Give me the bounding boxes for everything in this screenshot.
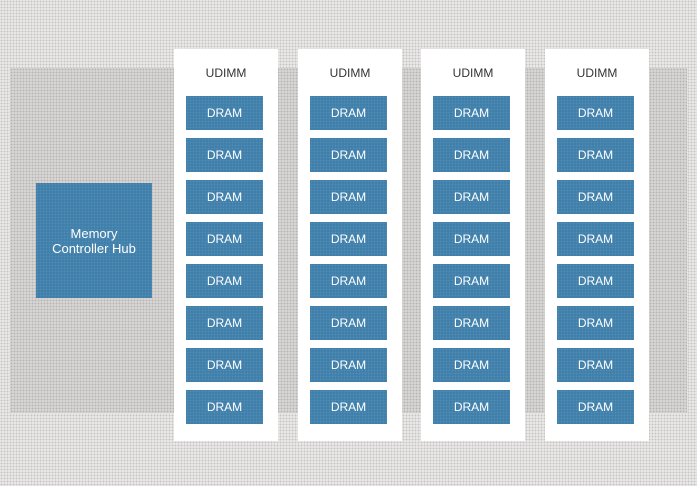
udimm-module <box>421 49 525 441</box>
dram-chip-label: DRAM <box>577 190 614 204</box>
dram-chip-label: DRAM <box>453 148 490 162</box>
udimm-title: UDIMM <box>329 66 371 80</box>
dram-chip <box>186 390 263 424</box>
dram-chip <box>433 390 510 424</box>
dram-chip <box>433 348 510 382</box>
dram-chip-label: DRAM <box>577 232 614 246</box>
dram-chip-label: DRAM <box>206 232 243 246</box>
dram-chip-label: DRAM <box>330 106 367 120</box>
udimm-title: UDIMM <box>205 66 247 80</box>
dram-chip-label: DRAM <box>206 190 243 204</box>
dram-chip-label: DRAM <box>453 274 490 288</box>
dram-chip-label: DRAM <box>330 190 367 204</box>
dram-chip-label: DRAM <box>206 274 243 288</box>
dram-chip <box>433 180 510 214</box>
dram-chip-label: DRAM <box>206 316 243 330</box>
dram-chip <box>310 306 387 340</box>
dram-chip <box>433 96 510 130</box>
dram-chip <box>433 138 510 172</box>
udimm-title: UDIMM <box>452 66 494 80</box>
memory-controller-hub-label: Memory Controller Hub <box>52 225 136 256</box>
dram-chip <box>310 96 387 130</box>
dram-chip-label: DRAM <box>206 400 243 414</box>
dram-chip-label: DRAM <box>330 232 367 246</box>
dram-chip <box>433 264 510 298</box>
dram-chip <box>310 180 387 214</box>
dram-chip <box>310 348 387 382</box>
dram-chip <box>433 306 510 340</box>
dram-chip-label: DRAM <box>330 358 367 372</box>
dram-chip-label: DRAM <box>577 358 614 372</box>
dram-chip <box>557 138 634 172</box>
dram-chip <box>557 306 634 340</box>
dram-chip-label: DRAM <box>453 106 490 120</box>
dram-chip-label: DRAM <box>453 190 490 204</box>
dram-chip <box>186 306 263 340</box>
dram-chip-label: DRAM <box>206 358 243 372</box>
dram-chip-label: DRAM <box>206 106 243 120</box>
dram-chip-label: DRAM <box>577 106 614 120</box>
udimm-module <box>545 49 649 441</box>
dram-chip-label: DRAM <box>206 148 243 162</box>
dram-chip <box>557 348 634 382</box>
dram-chip-label: DRAM <box>453 358 490 372</box>
udimm-module <box>298 49 402 441</box>
dram-chip-label: DRAM <box>330 274 367 288</box>
dram-chip-label: DRAM <box>330 400 367 414</box>
dram-chip <box>557 222 634 256</box>
dram-chip-label: DRAM <box>453 316 490 330</box>
udimm-module <box>174 49 278 441</box>
dram-chip-label: DRAM <box>577 316 614 330</box>
dram-chip <box>310 264 387 298</box>
dram-chip <box>186 348 263 382</box>
dram-chip <box>557 180 634 214</box>
dram-chip <box>557 390 634 424</box>
dram-chip <box>557 264 634 298</box>
dram-chip <box>186 222 263 256</box>
dram-chip <box>186 264 263 298</box>
dram-chip <box>433 222 510 256</box>
udimm-title: UDIMM <box>576 66 618 80</box>
dram-chip-label: DRAM <box>330 316 367 330</box>
dram-chip <box>557 96 634 130</box>
dram-chip-label: DRAM <box>453 232 490 246</box>
dram-chip-label: DRAM <box>330 148 367 162</box>
dram-chip <box>186 180 263 214</box>
dram-chip <box>186 96 263 130</box>
dram-chip <box>310 222 387 256</box>
dram-chip <box>186 138 263 172</box>
dram-chip-label: DRAM <box>577 400 614 414</box>
dram-chip-label: DRAM <box>577 274 614 288</box>
dram-chip <box>310 390 387 424</box>
memory-controller-hub <box>36 183 152 298</box>
dram-chip <box>310 138 387 172</box>
dram-chip-label: DRAM <box>453 400 490 414</box>
dram-chip-label: DRAM <box>577 148 614 162</box>
